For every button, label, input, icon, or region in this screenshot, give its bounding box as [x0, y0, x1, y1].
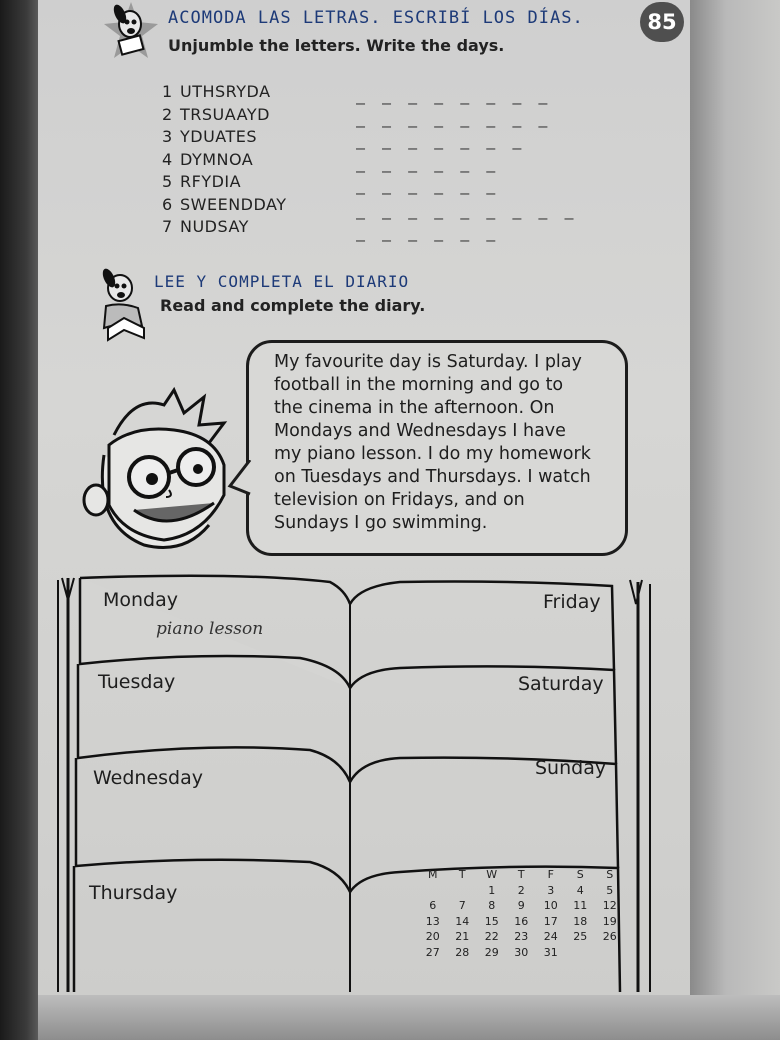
calendar-header-row: M T W T F S S — [428, 868, 614, 881]
list-item: 7 NUDSAY — [162, 217, 249, 236]
page-number-badge: 85 — [640, 2, 684, 42]
jumbled-word: NUDSAY — [180, 217, 249, 236]
list-item: 3 YDUATES — [162, 127, 258, 146]
diary-day-sunday: Sunday — [535, 757, 607, 779]
calendar-week-row: 27 28 29 30 31 — [425, 945, 558, 959]
jumbled-word: RFYDIA — [180, 172, 242, 191]
jumbled-word: UTHSRYDA — [180, 82, 271, 101]
unjumble-instruction: Unjumble the letters. Write the days. — [168, 36, 505, 55]
calendar-week-row: 1 2 3 4 5 — [488, 883, 614, 897]
diary-day-tuesday: Tuesday — [98, 671, 176, 693]
diary-day-thursday: Thursday — [89, 882, 178, 904]
answer-blank[interactable]: — — — — — — — [356, 231, 500, 249]
answer-blank[interactable]: — — — — — — — — — [356, 94, 552, 112]
answer-blank[interactable]: — — — — — — — [356, 184, 500, 202]
book-spine-shadow — [0, 0, 38, 1040]
jumbled-word: DYMNOA — [180, 149, 254, 169]
speech-bubble-text: My favourite day is Saturday. I play football in the morning and go to the cinema in the afternoon. On Mondays and Wednesdays I have my piano lesson. I do my homework on Tuesdays and Thursdays. I watch television on Fridays, and on Sundays I go swimming. — [274, 352, 591, 533]
page-bottom-edge — [38, 995, 780, 1040]
jumbled-word: SWEENDDAY — [180, 194, 287, 214]
handwritten-spanish-instruction: LEE Y COMPLETA EL DIARIO — [154, 272, 410, 291]
list-item: 6 SWEENDDAY — [162, 194, 287, 214]
calendar-week-row: 20 21 22 23 24 25 26 — [425, 930, 617, 944]
calendar-week-row: 13 14 15 16 17 18 19 — [425, 914, 617, 928]
list-item: 1 UTHSRYDA — [162, 82, 271, 101]
jumbled-word: YDUATES — [180, 127, 258, 146]
diary-instruction: Read and complete the diary. — [160, 296, 426, 315]
answer-blank[interactable]: — — — — — — — — [356, 139, 526, 157]
list-item: 2 TRSUAAYD — [162, 104, 270, 124]
list-item: 4 DYMNOA — [162, 149, 254, 169]
monday-entry[interactable]: piano lesson — [156, 619, 264, 639]
jumbled-word: TRSUAAYD — [180, 104, 270, 124]
diary-day-wednesday: Wednesday — [93, 767, 204, 789]
mini-calendar — [418, 868, 625, 962]
list-item: 5 RFYDIA — [162, 172, 242, 191]
diary-day-saturday: Saturday — [518, 673, 604, 695]
calendar-week-row: 6 7 8 9 10 11 12 — [429, 899, 617, 913]
handwritten-spanish-instruction: ACOMODA LAS LETRAS. ESCRIBÍ LOS DÍAS. — [168, 8, 584, 28]
unjumble-word-list — [162, 82, 287, 240]
answer-blank[interactable]: — — — — — — — — — [356, 117, 552, 135]
diary-day-friday: Friday — [543, 591, 601, 613]
dog-mascot-icon — [100, 0, 162, 62]
answer-blank[interactable]: — — — — — — — [356, 162, 500, 180]
diary-day-monday: Monday — [103, 589, 179, 611]
page-edge-shadow — [690, 0, 780, 1000]
speech-bubble-tail — [226, 460, 256, 500]
answer-blank[interactable]: — — — — — — — — — — [356, 209, 578, 227]
dog-reading-mascot-icon — [92, 266, 156, 348]
